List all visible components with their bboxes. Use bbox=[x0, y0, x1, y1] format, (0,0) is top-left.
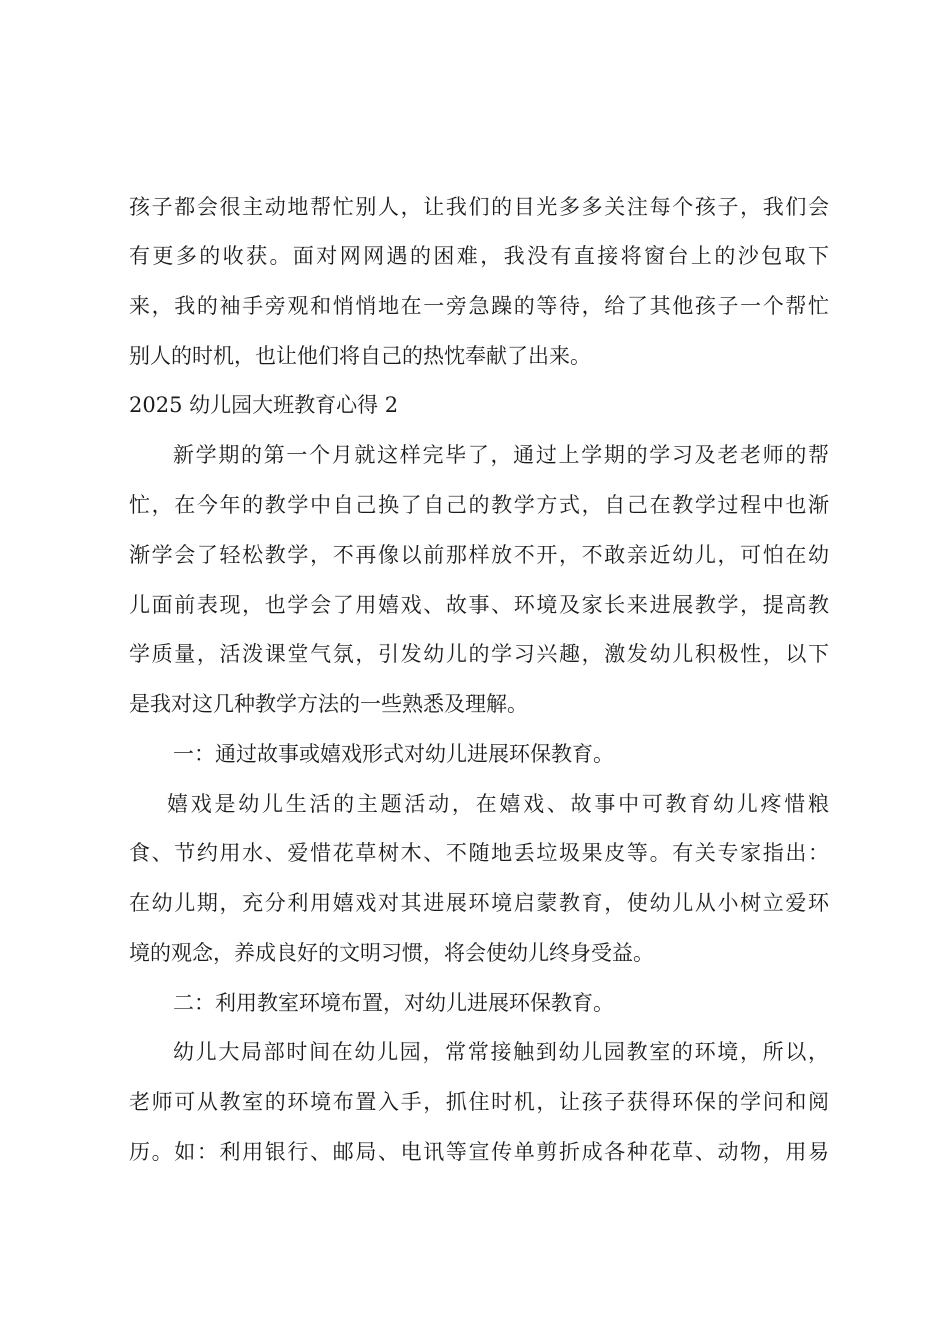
paragraph-3-line-3: 在幼儿期，充分利用嬉戏对其进展环境启蒙教育，使幼儿从小树立爱环 bbox=[129, 891, 829, 915]
section-1-title: 一：通过故事或嬉戏形式对幼儿进展环保教育。 bbox=[173, 742, 614, 766]
paragraph-3-line-4: 境的观念，养成良好的文明习惯，将会使幼儿终身受益。 bbox=[129, 941, 654, 965]
paragraph-4-line-3: 历。如：利用银行、邮局、电讯等宣传单剪折成各种花草、动物，用易 bbox=[129, 1140, 829, 1164]
paragraph-4-line-1: 幼儿大局部时间在幼儿园，常常接触到幼儿园教室的环境，所以， bbox=[173, 1040, 829, 1064]
paragraph-4-line-2: 老师可从教室的环境布置入手，抓住时机，让孩子获得环保的学问和阅 bbox=[129, 1090, 829, 1114]
paragraph-2-line-6: 是我对这几种教学方法的一些熟悉及理解。 bbox=[129, 692, 528, 716]
paragraph-2-line-4: 儿面前表现，也学会了用嬉戏、故事、环境及家长来进展教学，提高教 bbox=[129, 593, 829, 617]
paragraph-1-line-2: 有更多的收获。面对网网遇的困难，我没有直接将窗台上的沙包取下 bbox=[129, 244, 829, 268]
section-2-title: 二：利用教室环境布置，对幼儿进展环保教育。 bbox=[173, 991, 614, 1015]
paragraph-2-line-3: 渐学会了轻松教学，不再像以前那样放不开，不敢亲近幼儿，可怕在幼 bbox=[129, 543, 829, 567]
paragraph-3-line-2: 食、节约用水、爱惜花草树木、不随地丢垃圾果皮等。有关专家指出： bbox=[129, 841, 829, 865]
paragraph-1-line-3: 来，我的袖手旁观和悄悄地在一旁急躁的等待，给了其他孩子一个帮忙 bbox=[129, 294, 829, 318]
paragraph-2-line-2: 忙，在今年的教学中自己换了自己的教学方式，自己在教学过程中也渐 bbox=[129, 493, 829, 517]
paragraph-2-line-1: 新学期的第一个月就这样完毕了，通过上学期的学习及老老师的帮 bbox=[173, 443, 829, 467]
paragraph-2-line-5: 学质量，活泼课堂气氛，引发幼儿的学习兴趣，激发幼儿积极性，以下 bbox=[129, 642, 829, 666]
paragraph-1-line-4: 别人的时机，也让他们将自己的热忱奉献了出来。 bbox=[129, 344, 591, 368]
paragraph-1-line-1: 孩子都会很主动地帮忙别人，让我们的目光多多关注每个孩子，我们会 bbox=[129, 195, 829, 219]
section-heading: 2025 幼儿园大班教育心得 2 bbox=[129, 393, 399, 417]
paragraph-3-line-1: 嬉戏是幼儿生活的主题活动，在嬉戏、故事中可教育幼儿疼惜粮 bbox=[167, 792, 829, 816]
